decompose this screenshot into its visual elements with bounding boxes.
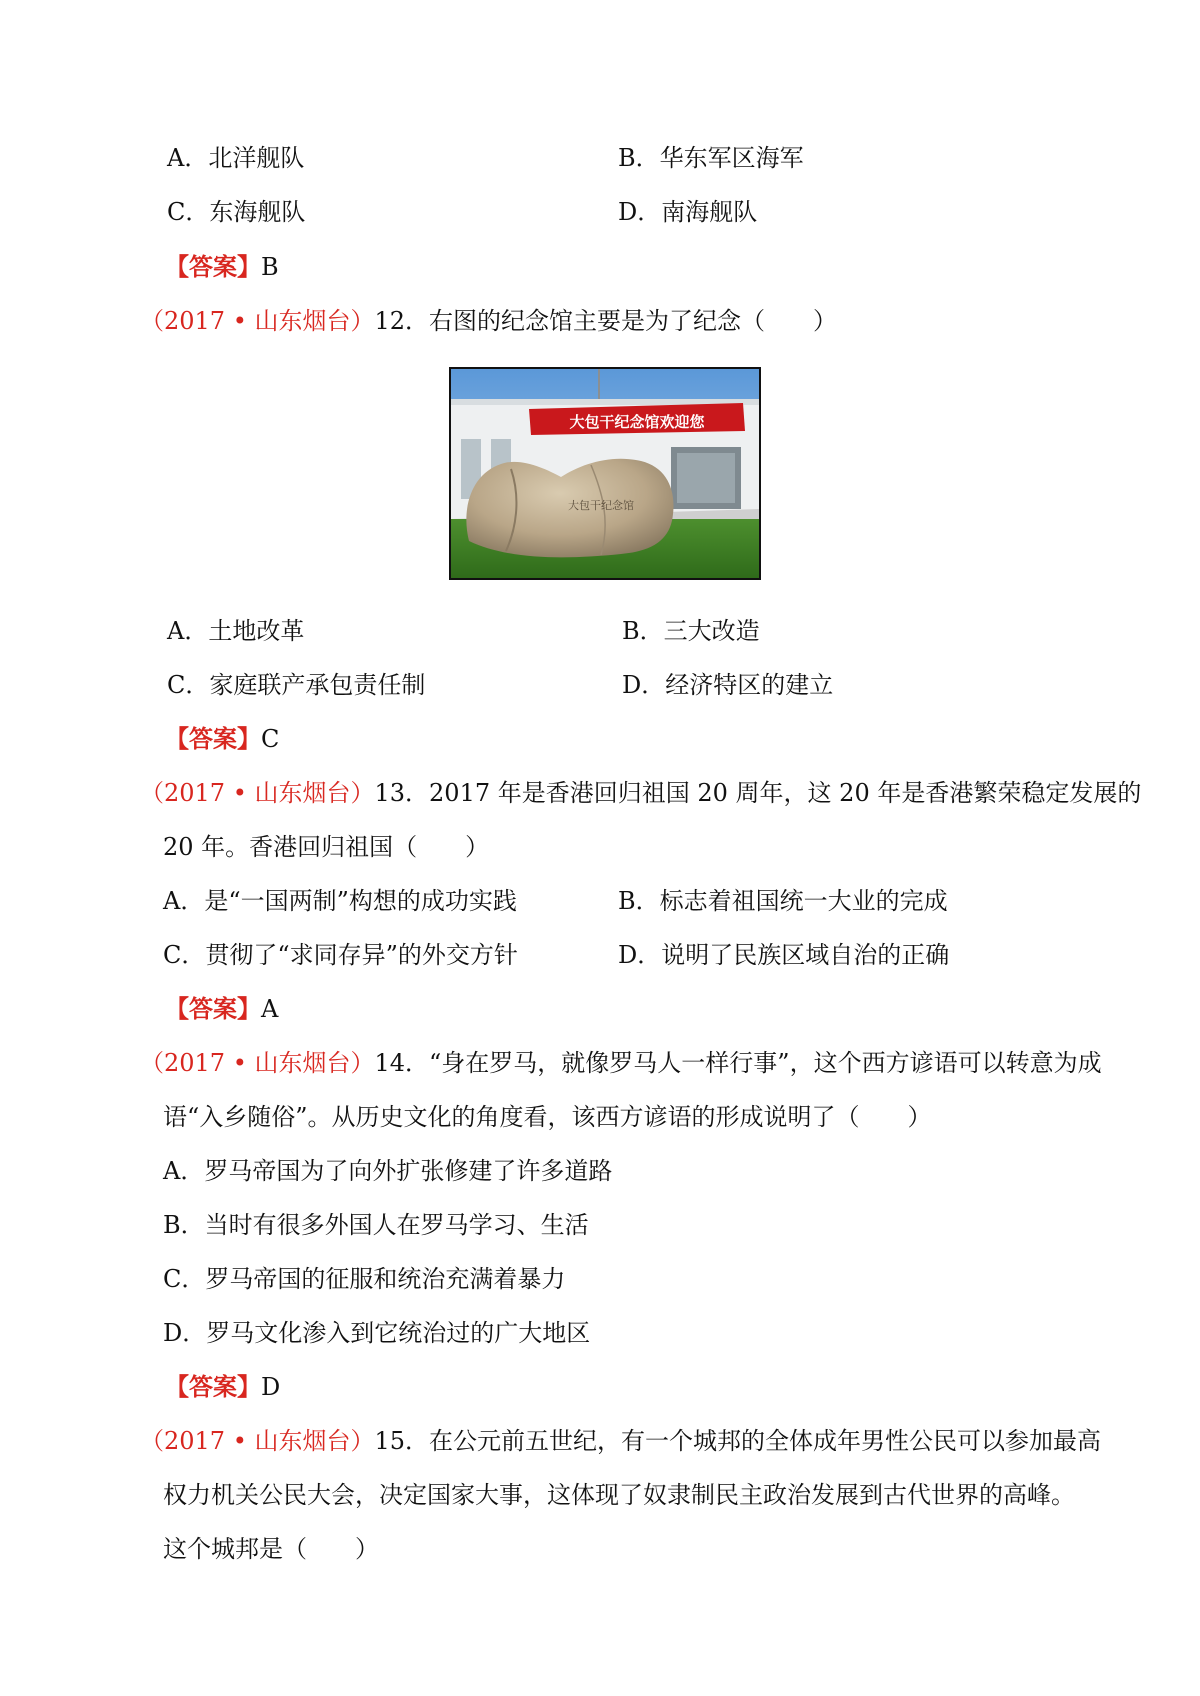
q11-option-c: C．东海舰队	[167, 198, 306, 226]
q14-stem-line1	[140, 1048, 1102, 1078]
q12-option-b: B．三大改造	[622, 617, 760, 645]
q14-answer	[165, 1372, 280, 1402]
q11-answer	[165, 252, 279, 282]
question-text: 14．“身在罗马，就像罗马人一样行事”，这个西方谚语可以转意为成	[374, 1049, 1102, 1077]
q13-stem-line1	[140, 778, 1141, 808]
q13-stem-line2: 20 年。香港回归祖国（ ）	[163, 833, 490, 861]
memorial-hall-photo	[449, 367, 761, 580]
q14-option-d: D．罗马文化渗入到它统治过的广大地区	[163, 1319, 591, 1347]
q13-option-c: C．贯彻了“求同存异”的外交方针	[163, 941, 518, 969]
q13-option-b: B．标志着祖国统一大业的完成	[618, 887, 948, 915]
q11-option-b: B．华东军区海军	[618, 144, 804, 172]
answer-value: A	[261, 995, 279, 1023]
answer-tag: 【答案】	[165, 994, 261, 1023]
q15-stem-line3: 这个城邦是（ ）	[163, 1535, 379, 1563]
q12-stem	[140, 306, 837, 336]
source-label: （2017 • 山东烟台）	[140, 1427, 375, 1455]
q12-option-a: A．土地改革	[167, 617, 305, 645]
answer-tag: 【答案】	[165, 1372, 261, 1401]
q14-option-c: C．罗马帝国的征服和统治充满着暴力	[163, 1265, 566, 1293]
question-text: 12．右图的纪念馆主要是为了纪念（ ）	[374, 307, 838, 335]
source-label: （2017 • 山东烟台）	[140, 779, 375, 807]
q12-option-d: D．经济特区的建立	[622, 671, 834, 699]
q11-option-d: D．南海舰队	[618, 198, 758, 226]
answer-value: D	[261, 1373, 281, 1401]
q14-stem-line2: 语“入乡随俗”。从历史文化的角度看，该西方谚语的形成说明了（ ）	[163, 1103, 932, 1131]
q14-option-a: A．罗马帝国为了向外扩张修建了许多道路	[163, 1157, 613, 1185]
q13-option-a: A．是“一国两制”构想的成功实践	[163, 887, 517, 915]
question-text: 15．在公元前五世纪，有一个城邦的全体成年男性公民可以参加最高	[374, 1427, 1102, 1455]
q15-stem-line2: 权力机关公民大会，决定国家大事，这体现了奴隶制民主政治发展到古代世界的高峰。	[163, 1481, 1075, 1509]
answer-value: C	[261, 725, 280, 753]
q13-option-d: D．说明了民族区域自治的正确	[618, 941, 950, 969]
answer-tag: 【答案】	[165, 252, 261, 281]
source-label: （2017 • 山东烟台）	[140, 1049, 375, 1077]
stone-inscription: 大包干纪念馆	[568, 499, 634, 512]
q12-option-c: C．家庭联产承包责任制	[167, 671, 426, 699]
answer-tag: 【答案】	[165, 724, 261, 753]
answer-value: B	[261, 253, 279, 281]
q15-stem-line1	[140, 1426, 1101, 1456]
q14-option-b: B．当时有很多外国人在罗马学习、生活	[163, 1211, 589, 1239]
banner-text: 大包干纪念馆欢迎您	[569, 413, 705, 431]
source-label: （2017 • 山东烟台）	[140, 307, 375, 335]
question-text: 13．2017 年是香港回归祖国 20 周年，这 20 年是香港繁荣稳定发展的	[374, 779, 1142, 807]
q12-answer	[165, 724, 279, 754]
q11-option-a: A．北洋舰队	[167, 144, 305, 172]
q13-answer	[165, 994, 278, 1024]
